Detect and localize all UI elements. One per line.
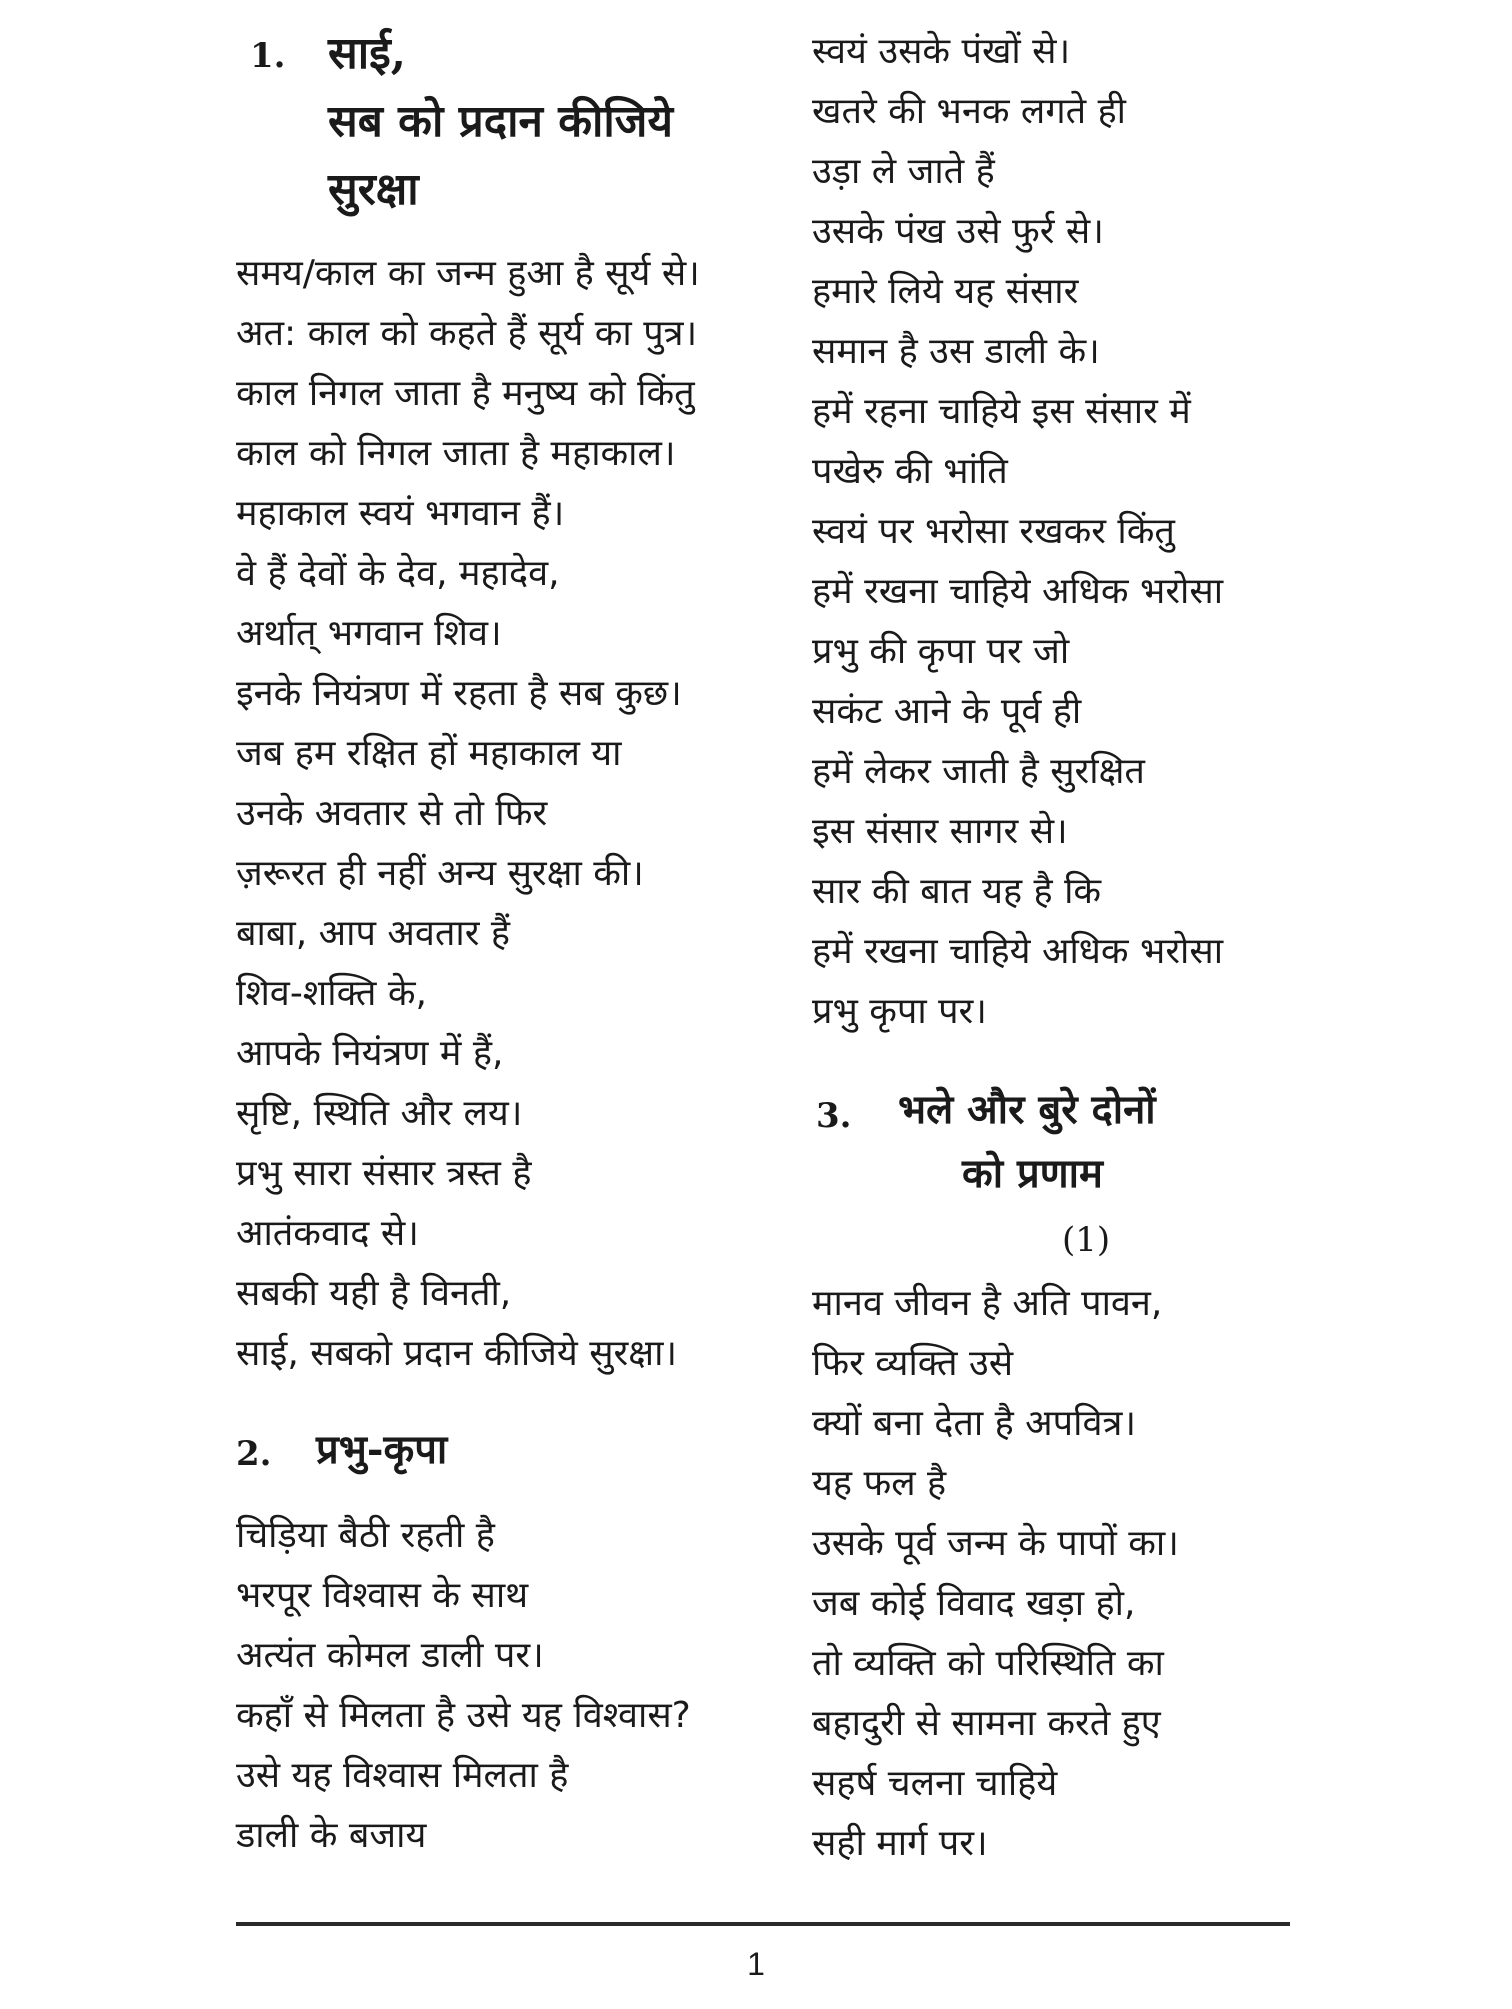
poem2-line: चिड़िया बैठी रहती है bbox=[236, 1515, 495, 1556]
poem2-number: 2. bbox=[236, 1434, 272, 1474]
poem2-line: उसे यह विश्वास मिलता है bbox=[236, 1755, 569, 1796]
poem2-line: कहाँ से मिलता है उसे यह विश्वास? bbox=[236, 1695, 691, 1736]
poem3-line: बहादुरी से सामना करते हुए bbox=[812, 1703, 1161, 1744]
poem2-line: हमें रहना चाहिये इस संसार में bbox=[812, 391, 1191, 432]
poem3-line: फिर व्यक्ति उसे bbox=[812, 1343, 1014, 1384]
poem1-line: शिव-शक्ति के, bbox=[236, 973, 427, 1014]
poem1-line: ज़रूरत ही नहीं अन्य सुरक्षा की। bbox=[236, 853, 644, 894]
poem2-line: सार की बात यह है कि bbox=[812, 871, 1102, 912]
poem1-title-line-2: सब को प्रदान कीजिये bbox=[328, 96, 673, 147]
poem1-line: अर्थात् भगवान शिव। bbox=[236, 613, 502, 654]
poem2-line: सकंट आने के पूर्व ही bbox=[812, 691, 1082, 732]
poem2-line: इस संसार सागर से। bbox=[812, 811, 1068, 852]
poem2-line: स्वयं उसके पंखों से। bbox=[812, 31, 1071, 72]
poem3-line: जब कोई विवाद खड़ा हो, bbox=[812, 1583, 1136, 1624]
poem3-title-line-2: को प्रणाम bbox=[962, 1150, 1103, 1197]
poem1-title-line-3: सुरक्षा bbox=[328, 164, 419, 215]
poem2-line: उड़ा ले जाते हैं bbox=[812, 151, 995, 192]
poem1-line: साई, सबको प्रदान कीजिये सुरक्षा। bbox=[236, 1333, 678, 1374]
poem1-line: आपके नियंत्रण में हैं, bbox=[236, 1033, 504, 1074]
poem1-title-line-1: साई, bbox=[328, 28, 407, 79]
poem3-title-line-1: भले और बुरे दोनों bbox=[898, 1086, 1156, 1133]
footer-divider bbox=[236, 1922, 1290, 1926]
poem1-line: प्रभु सारा संसार त्रस्त है bbox=[236, 1153, 532, 1194]
poem3-line: उसके पूर्व जन्म के पापों का। bbox=[812, 1523, 1179, 1564]
poem2-line: प्रभु कृपा पर। bbox=[812, 991, 987, 1032]
poem1-line: इनके नियंत्रण में रहता है सब कुछ। bbox=[236, 673, 682, 714]
poem2-line: खतरे की भनक लगते ही bbox=[812, 91, 1127, 132]
poem1-line: जब हम रक्षित हों महाकाल या bbox=[236, 733, 622, 774]
poem1-number: 1. bbox=[250, 36, 286, 76]
poem1-line: अत: काल को कहते हैं सूर्य का पुत्र। bbox=[236, 313, 698, 354]
poem3-line: यह फल है bbox=[812, 1463, 947, 1504]
poem1-line: उनके अवतार से तो फिर bbox=[236, 793, 548, 834]
poem3-subtitle: (1) bbox=[1062, 1220, 1111, 1260]
poem2-line: स्वयं पर भरोसा रखकर किंतु bbox=[812, 511, 1175, 552]
poem1-line: काल को निगल जाता है महाकाल। bbox=[236, 433, 676, 474]
poem3-line: मानव जीवन है अति पावन, bbox=[812, 1283, 1163, 1324]
poem3-number: 3. bbox=[816, 1096, 852, 1136]
poem1-line: सृष्टि, स्थिति और लय। bbox=[236, 1093, 523, 1134]
poem2-line: पखेरु की भांति bbox=[812, 451, 1008, 492]
poem3-line: सही मार्ग पर। bbox=[812, 1823, 988, 1864]
poem1-line: आतंकवाद से। bbox=[236, 1213, 419, 1254]
poem3-line: तो व्यक्ति को परिस्थिति का bbox=[812, 1643, 1164, 1684]
poem1-line: सबकी यही है विनती, bbox=[236, 1273, 512, 1314]
poem1-line: समय/काल का जन्म हुआ है सूर्य से। bbox=[236, 253, 700, 294]
poem2-line: हमें लेकर जाती है सुरक्षित bbox=[812, 751, 1145, 792]
poem1-line: महाकाल स्वयं भगवान हैं। bbox=[236, 493, 565, 534]
poem2-line: अत्यंत कोमल डाली पर। bbox=[236, 1635, 544, 1676]
poem2-line: हमें रखना चाहिये अधिक भरोसा bbox=[812, 571, 1224, 612]
poem2-line: प्रभु की कृपा पर जो bbox=[812, 631, 1070, 672]
poem1-line: काल निगल जाता है मनुष्य को किंतु bbox=[236, 373, 695, 414]
poem3-line: क्यों बना देता है अपवित्र। bbox=[812, 1403, 1136, 1444]
poem3-line: सहर्ष चलना चाहिये bbox=[812, 1763, 1058, 1804]
poem2-line: उसके पंख उसे फुर्र से। bbox=[812, 211, 1104, 252]
poem1-line: बाबा, आप अवतार हैं bbox=[236, 913, 510, 954]
poem2-line: हमारे लिये यह संसार bbox=[812, 271, 1079, 312]
poem2-line: भरपूर विश्वास के साथ bbox=[236, 1575, 529, 1616]
page-number: 1 bbox=[747, 1946, 765, 1982]
poem1-line: वे हैं देवों के देव, महादेव, bbox=[236, 553, 560, 594]
poem2-line: समान है उस डाली के। bbox=[812, 331, 1100, 372]
poem2-line: हमें रखना चाहिये अधिक भरोसा bbox=[812, 931, 1224, 972]
poem2-line: डाली के बजाय bbox=[236, 1815, 427, 1856]
poem2-title: प्रभु-कृपा bbox=[316, 1426, 448, 1473]
